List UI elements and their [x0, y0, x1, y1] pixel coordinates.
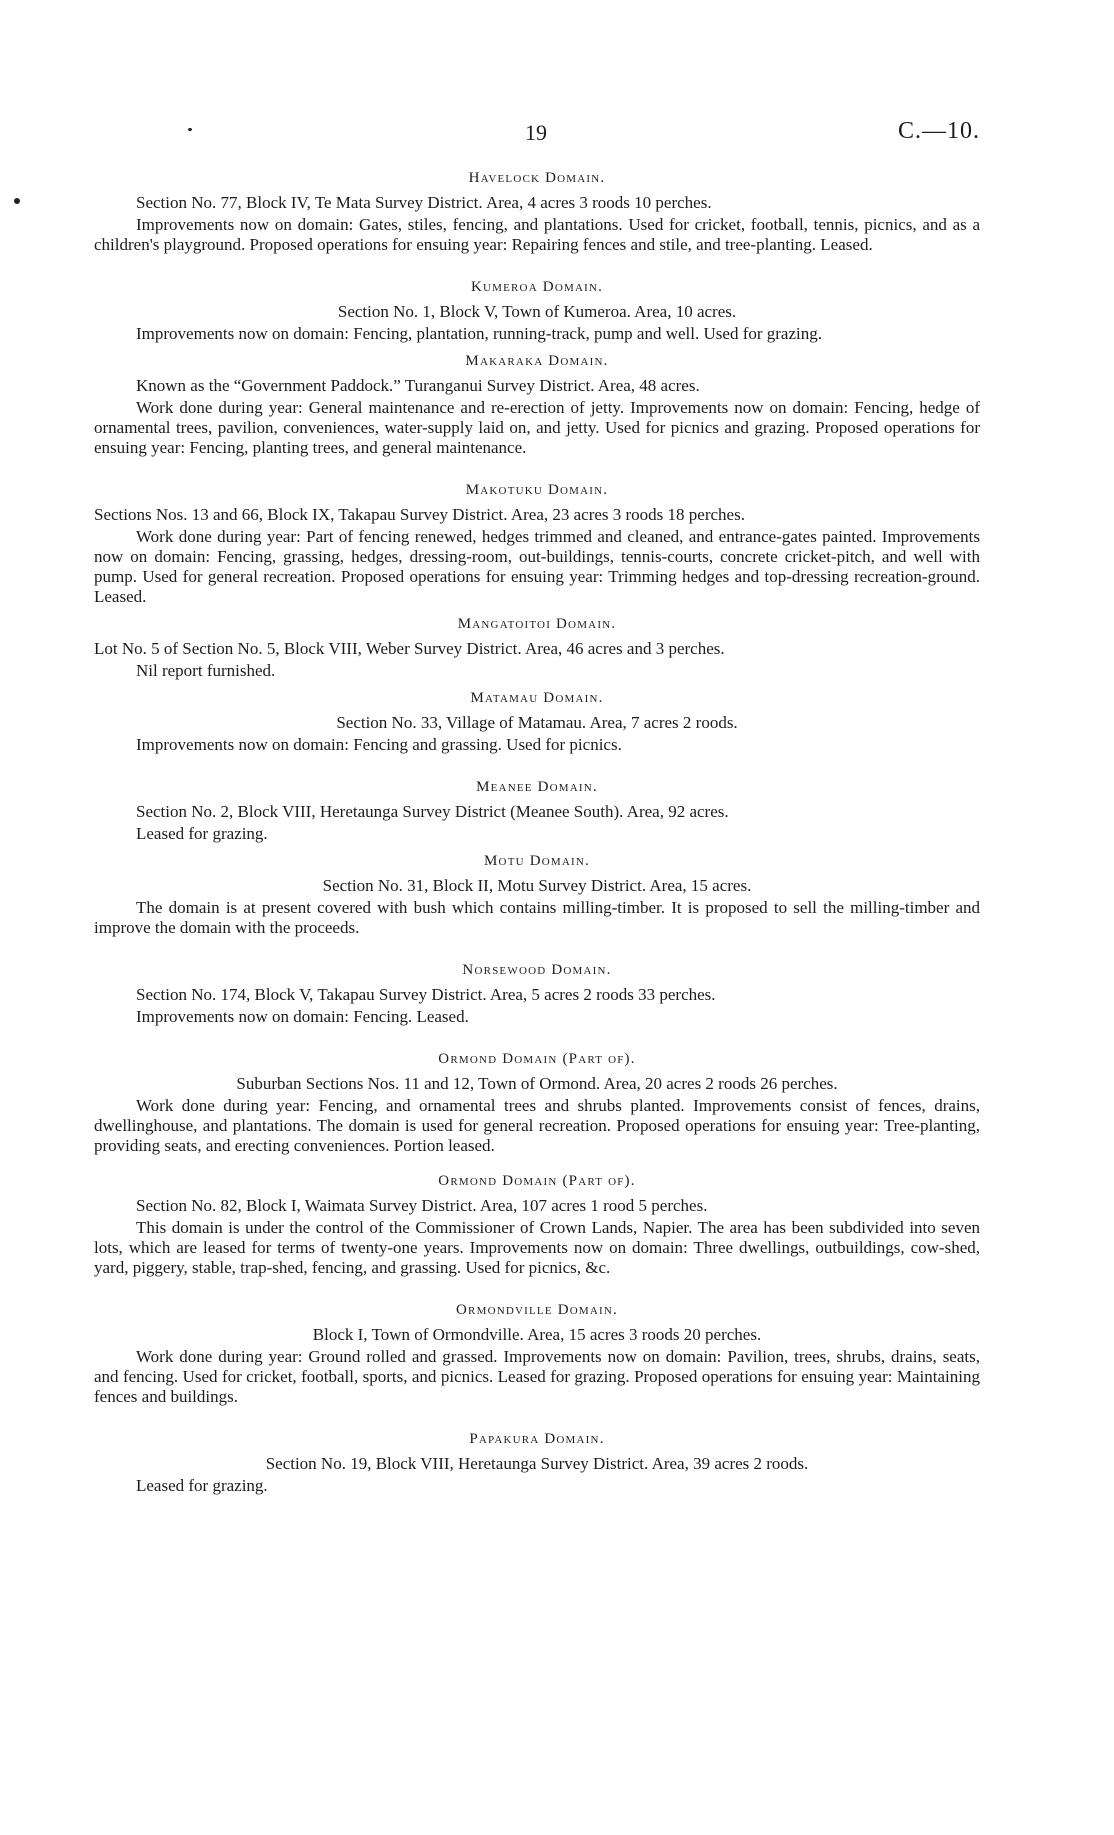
domain-location: Section No. 19, Block VIII, Heretaunga Survey District. Area, 39 acres 2 roods. [265, 1454, 809, 1473]
domain-report: Work done during year: Fencing, and ornamental trees and shrubs planted. Improvements consist of fences, drains, dwellinghouse, and plantations. The domain is used for general recreation. Proposed operations for ensuing year: Tree-planting, providing seats, and erecting conveniences. Portion leased. [94, 1096, 980, 1155]
domain-entry [94, 480, 980, 607]
document-body [94, 168, 980, 1496]
domain-entry [94, 960, 980, 1027]
domain-title: Matamau Domain. [470, 690, 604, 706]
domain-report: Nil report furnished. [136, 661, 276, 680]
domain-title: Kumeroa Domain. [470, 279, 604, 295]
domain-entry [94, 1429, 980, 1496]
domain-title: Ormondville Domain. [456, 1302, 618, 1318]
domain-report: Work done during year: Ground rolled and grassed. Improvements now on domain: Pavilion, trees, shrubs, drains, seats, and fencing. Used for cricket, football, sports, and picnics. Leased for grazing. Proposed operations for ensuing year: Maintaining fences and buildings. [94, 1347, 980, 1406]
domain-location: Section No. 2, Block VIII, Heretaunga Survey District (Meanee South). Area, 92 acres. [136, 802, 729, 821]
domain-entry [94, 1049, 980, 1156]
page-number: 19 [525, 120, 547, 145]
domain-title: Ormond Domain (Part of). [438, 1051, 636, 1067]
domain-entry [94, 168, 980, 255]
domain-location: Section No. 33, Village of Matamau. Area, 7 acres 2 roods. [336, 713, 738, 732]
domain-report: Improvements now on domain: Fencing. Leased. [136, 1007, 469, 1026]
domain-location: Block I, Town of Ormondville. Area, 15 acres 3 roods 20 perches. [312, 1325, 762, 1344]
page-header [0, 118, 1114, 148]
domain-location: Section No. 82, Block I, Waimata Survey District. Area, 107 acres 1 rood 5 perches. [136, 1196, 708, 1215]
domain-location: Section No. 31, Block II, Motu Survey District. Area, 15 acres. [322, 876, 752, 895]
domain-title: Norsewood Domain. [462, 962, 612, 978]
domain-location: Section No. 1, Block V, Town of Kumeroa. Area, 10 acres. [337, 302, 737, 321]
domain-report: Improvements now on domain: Gates, stiles, fencing, and plantations. Used for cricket, football, tennis, picnics, and as a children's playground. Proposed operations for ensuing year: Repairing fences and stile, and tree-planting. Leased. [94, 215, 980, 254]
domain-entry [94, 277, 980, 344]
domain-title: Ormond Domain (Part of). [438, 1173, 636, 1189]
document-reference: C.—10. [897, 118, 980, 144]
domain-entry [94, 777, 980, 844]
domain-report: Work done during year: Part of fencing renewed, hedges trimmed and cleaned, and entrance-gates painted. Improvements now on domain: Fencing, grassing, hedges, dressing-room, out-buildings, tennis-courts, concrete cricket-pitch, and well with pump. Used for general recreation. Proposed operations for ensuing year: Trimming hedges and top-dressing recreation-ground. Leased. [94, 527, 980, 606]
domain-entry [94, 614, 980, 681]
domain-location: Sections Nos. 13 and 66, Block IX, Takapau Survey District. Area, 23 acres 3 roods 18 perches. [94, 505, 745, 524]
domain-location: Section No. 174, Block V, Takapau Survey District. Area, 5 acres 2 roods 33 perches. [136, 985, 716, 1004]
domain-entry [94, 851, 980, 938]
domain-title: Mangatoitoi Domain. [457, 616, 617, 632]
domain-entry [94, 688, 980, 755]
domain-report: This domain is under the control of the Commissioner of Crown Lands, Napier. The area has been subdivided into seven lots, which are leased for terms of twenty-one years. Improvements now on domain: Three dwellings, outbuildings, cow-shed, yard, piggery, stable, trap-shed, fencing, and grassing. Used for picnics, &c. [94, 1218, 980, 1277]
domain-title: Havelock Domain. [468, 170, 606, 186]
domain-title: Motu Domain. [484, 853, 590, 869]
domain-report: The domain is at present covered with bush which contains milling-timber. It is proposed to sell the milling-timber and improve the domain with the proceeds. [94, 898, 980, 937]
domain-title: Makotuku Domain. [465, 482, 609, 498]
domain-entry [94, 351, 980, 458]
domain-location: Suburban Sections Nos. 11 and 12, Town of Ormond. Area, 20 acres 2 roods 26 perches. [236, 1074, 838, 1093]
domain-entry [94, 1171, 980, 1278]
domain-location: Known as the “Government Paddock.” Turanganui Survey District. Area, 48 acres. [136, 376, 700, 395]
domain-report: Leased for grazing. [136, 1476, 268, 1495]
domain-location: Lot No. 5 of Section No. 5, Block VIII, Weber Survey District. Area, 46 acres and 3 perches. [94, 639, 725, 658]
domain-title: Papakura Domain. [469, 1431, 605, 1447]
domain-report: Improvements now on domain: Fencing, plantation, running-track, pump and well. Used for grazing. [136, 324, 822, 343]
domain-title: Meanee Domain. [476, 779, 598, 795]
domain-report: Leased for grazing. [136, 824, 268, 843]
domain-title: Makaraka Domain. [465, 353, 609, 369]
margin-dot [14, 198, 20, 204]
domain-report: Work done during year: General maintenance and re-erection of jetty. Improvements now on domain: Fencing, hedge of ornamental trees, pavilion, conveniences, water-supply laid on, and jetty. Used for picnics and grazing. Proposed operations for ensuing year: Fencing, planting trees, and general maintenance. [94, 398, 980, 457]
domain-entry [94, 1300, 980, 1407]
domain-report: Improvements now on domain: Fencing and grassing. Used for picnics. [136, 735, 622, 754]
domain-location: Section No. 77, Block IV, Te Mata Survey District. Area, 4 acres 3 roods 10 perches. [136, 193, 712, 212]
